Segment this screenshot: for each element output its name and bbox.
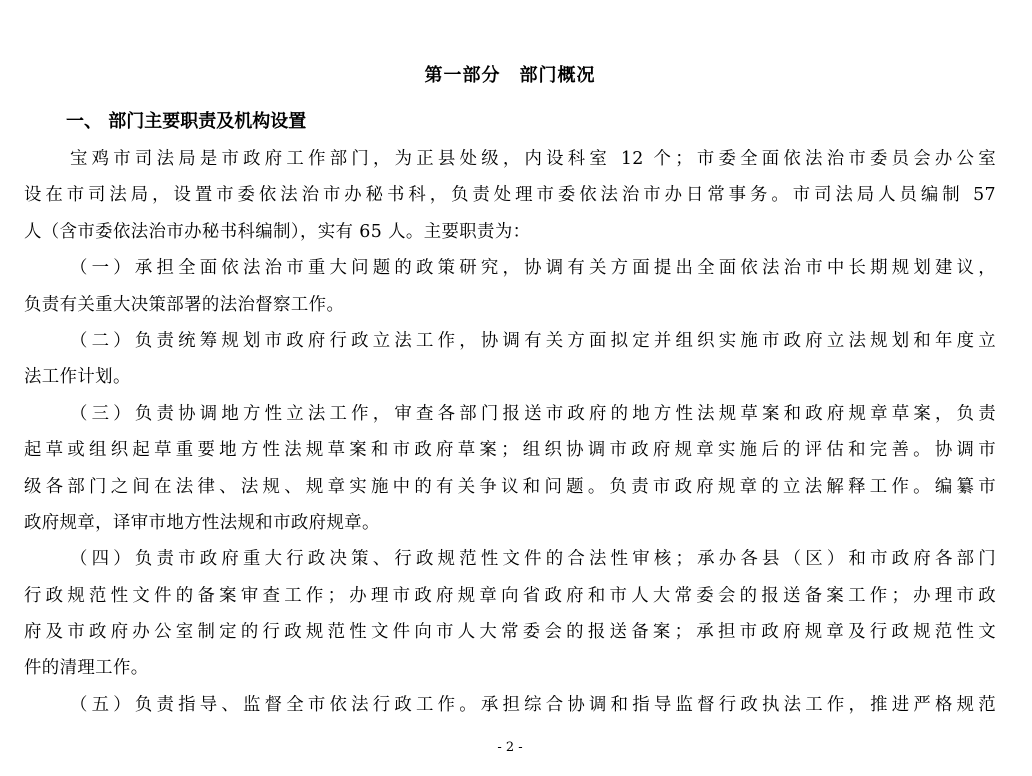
- body-line: 行政规范性文件的备案审查工作；办理市政府规章向省政府和市人大常委会的报送备案工作；办理市政: [24, 585, 996, 606]
- body-line: 起草或组织起草重要地方性法规草案和市政府草案；组织协调市政府规章实施后的评估和完善。协调市: [24, 440, 996, 461]
- body-line: 人（含市委依法治市办秘书科编制），实有 65 人。主要职责为：: [24, 221, 531, 242]
- body-line: （三）负责协调地方性立法工作，审查各部门报送市政府的地方性法规草案和政府规章草案，负责: [70, 403, 996, 424]
- page-number: - 2 -: [497, 740, 523, 755]
- body-line: （一）承担全面依法治市重大问题的政策研究，协调有关方面提出全面依法治市中长期规划建议，: [70, 258, 996, 279]
- body-line: 政府规章，译审市地方性法规和市政府规章。: [24, 512, 380, 533]
- body-line: 宝鸡市司法局是市政府工作部门，为正县处级，内设科室 12 个；市委全面依法治市委员会办公室: [70, 149, 996, 169]
- body-line: （五）负责指导、监督全市依法行政工作。承担综合协调和指导监督行政执法工作，推进严格规范: [70, 694, 996, 715]
- body-text: [24, 141, 996, 723]
- page-title: 第一部分 部门概况: [424, 65, 596, 86]
- section-heading: 一、 部门主要职责及机构设置: [66, 111, 307, 132]
- body-line: （二）负责统筹规划市政府行政立法工作，协调有关方面拟定并组织实施市政府立法规划和年度立: [70, 330, 996, 351]
- body-line: 负责有关重大决策部署的法治督察工作。: [24, 294, 345, 315]
- body-line: 级各部门之间在法律、法规、规章实施中的有关争议和问题。负责市政府规章的立法解释工作。编纂市: [24, 476, 996, 497]
- body-line: 件的清理工作。: [24, 658, 149, 679]
- body-line: 府及市政府办公室制定的行政规范性文件向市人大常委会的报送备案；承担市政府规章及行政规范性文: [24, 622, 996, 643]
- body-line: （四）负责市政府重大行政决策、行政规范性文件的合法性审核；承办各县（区）和市政府各部门: [70, 549, 996, 570]
- body-line: 法工作计划。: [24, 367, 131, 388]
- body-line: 设在市司法局，设置市委依法治市办秘书科，负责处理市委依法治市办日常事务。市司法局人员编制 57: [24, 185, 996, 206]
